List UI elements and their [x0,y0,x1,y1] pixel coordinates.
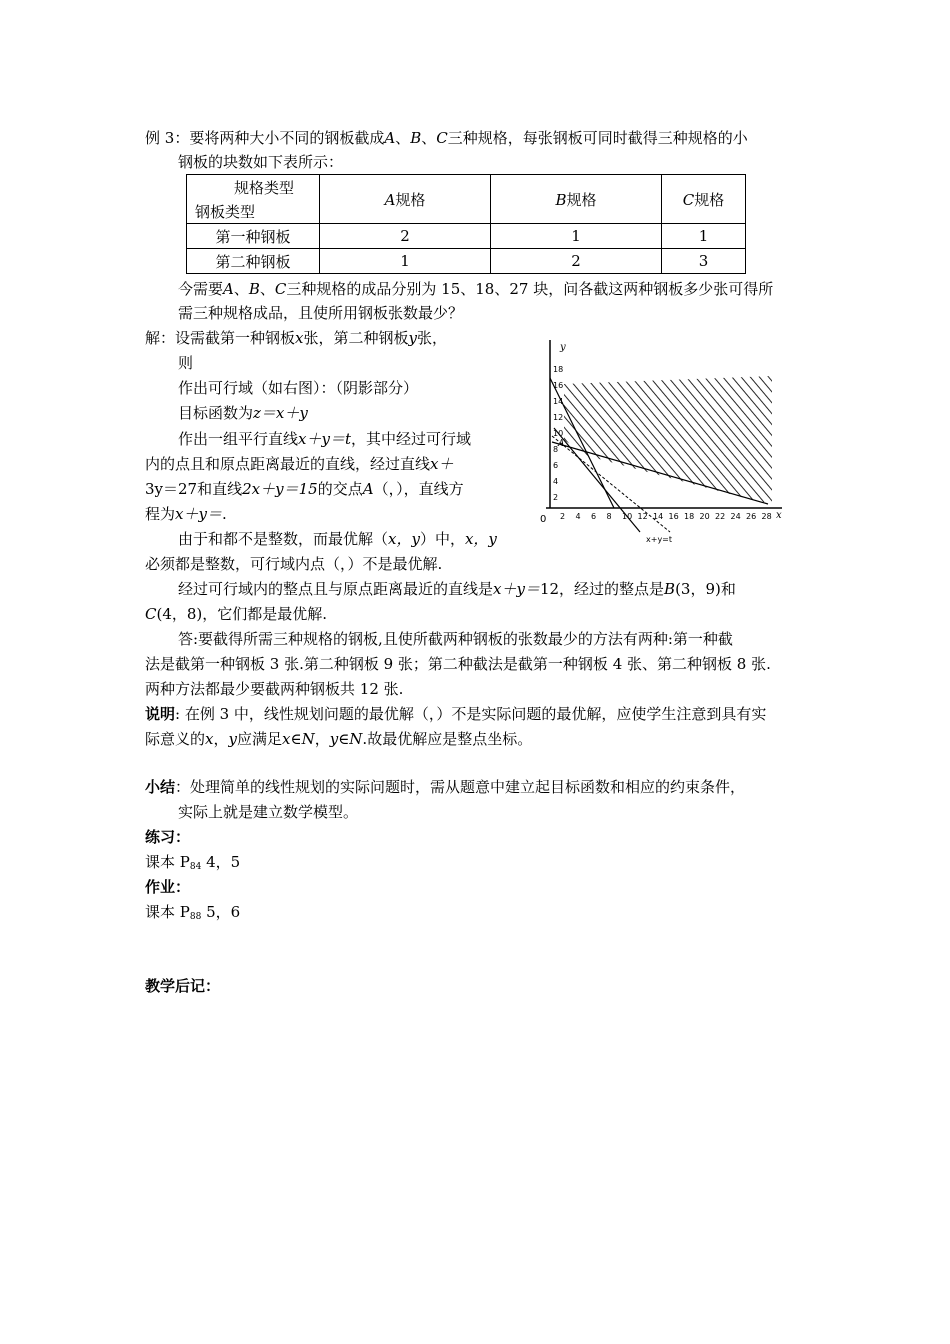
col-a-header [320,175,491,224]
shaded-region [564,376,772,502]
formula: x＋y＝ [493,580,540,598]
table-header-row [187,175,746,224]
text: 张，第二种钢板 [303,329,409,347]
solution-line2: 则 [178,354,194,372]
text: 课本 P [145,853,190,871]
corner-bottom-label: 钢板类型 [195,203,256,221]
text: 、 [395,129,411,147]
col-c-header [662,175,746,224]
col-suffix: 规格 [395,190,426,209]
solution-line5 [178,428,471,450]
y-tick-label: 4 [553,477,559,486]
text: 经过可行域内的整点且与原点距离最近的直线是 [178,580,494,598]
cell-b: 1 [491,224,662,249]
solution-line10: 必须都是整数，可行域内点（，）不是最优解. [145,555,443,573]
text: 、 [259,280,275,298]
x-tick-label: 12 [637,512,648,521]
var-y: y [228,730,237,748]
y-tick-label: 10 [553,429,564,438]
cell-c: 1 [662,224,746,249]
text: 三种规格，每张钢板可同时截得三种规格的小 [447,129,748,147]
var-a: A [223,280,234,298]
text: 12，经过的整点是 [539,580,665,598]
solution-line11 [178,578,736,600]
corner-top-label: 规格类型 [234,179,295,197]
text: 张， [417,329,448,347]
row-name: 第二种钢板 [187,249,320,274]
text: . [221,505,227,523]
text: 4，5 [201,853,241,871]
col-b-header [491,175,662,224]
text: 作出一组平行直线 [178,430,299,448]
cell-a: 1 [320,249,491,274]
x-axis-ticks [560,512,772,521]
text: : 在例 3 中，线性规划问题的最优解（，）不是实际问题的最优解，应使学生注意到具有实 [175,705,767,723]
text: 三种规格的成品分别为 15、18、27 块，问各截这两种钢板多少张可得所 [286,280,774,298]
formula: x∈N [282,730,315,748]
summary-line2: 实际上就是建立数学模型。 [178,803,359,821]
text: 的交点 [317,480,363,498]
solution-line6 [145,453,453,475]
point-c: C [145,605,157,623]
text: 内的点且和原点距离最近的直线，经过直线 [145,455,431,473]
x-tick-label: 24 [730,512,741,521]
y-tick-label: 8 [553,445,559,454]
table-row [187,249,746,274]
x-axis-label: x [776,510,782,521]
page-subscript: 84 [189,862,202,872]
solution-line7 [145,478,464,500]
formula: 3y＝27 [145,480,198,498]
origin-label: 0 [540,514,547,525]
y-tick-label: 18 [553,365,564,374]
x-tick-label: 2 [560,512,566,521]
text: 目标函数为 [178,404,254,422]
text: ）中， [419,530,465,548]
text: 际意义的 [145,730,206,748]
cell-b: 2 [491,249,662,274]
text: ， [213,730,229,748]
solution-label: 解： [145,329,176,347]
problem-line2: 需三种规格成品，且使所用钢板张数最少？ [178,304,464,322]
table-row [187,224,746,249]
x-tick-label: 4 [575,512,581,521]
solution-line9 [178,528,497,550]
point-b: B [664,580,676,598]
point-a-label: A [558,439,565,449]
text: 由于和都不是整数，而最优解（ [178,530,389,548]
formula: y∈N [329,730,363,748]
row-name: 第一种钢板 [187,224,320,249]
solution-line12 [145,603,327,625]
answer-line3: 两种方法都最少要截两种钢板共 12 张. [145,680,404,698]
x-tick-label: 10 [622,512,633,521]
text: 、 [233,280,249,298]
x-tick-label: 6 [591,512,597,521]
y-tick-label: 16 [553,381,564,390]
formula: x，y [388,530,420,548]
text: ，其中经过可行域 [350,430,471,448]
formula: x＋ [430,455,454,473]
note-label: 说明 [145,705,176,723]
point-a: A [362,480,374,498]
text: 今需要 [178,280,224,298]
var-c: C [274,280,287,298]
text: 和直线 [197,480,243,498]
formula: x，y [464,530,497,548]
example-label: 例 3 [145,129,175,147]
note-line1 [145,703,766,725]
answer-line1: 答:要截得所需三种规格的钢板,且使所截两种钢板的张数最少的方法有两种:第一种截 [178,630,733,648]
col-letter: A [384,190,396,209]
practice-text [145,851,240,878]
x-tick-label: 26 [746,512,757,521]
solution-line3: 作出可行域（如右图）：（阴影部分） [178,379,419,397]
solution-line1 [145,327,447,349]
var-x: x [295,329,304,347]
x-tick-label: 14 [653,512,664,521]
cell-c: 3 [662,249,746,274]
y-axis-label: y [560,342,566,353]
formula: x＋y＝t [298,430,351,448]
var-y: y [408,329,417,347]
text: 课本 P [145,903,190,921]
formula: 2x＋y＝15 [242,480,318,498]
col-suffix: 规格 [694,190,725,209]
text: ：要将两种大小不同的钢板截成 [174,129,385,147]
feasible-region-figure [520,332,788,548]
text: ， [314,730,330,748]
col-letter: C [682,190,695,209]
problem-line1 [178,278,773,300]
col-letter: B [555,190,567,209]
col-suffix: 规格 [566,190,597,209]
x-tick-label: 18 [684,512,695,521]
page-subscript: 88 [189,912,202,922]
text: .故最优解应是整点坐标。 [362,730,533,748]
corner-cell [187,175,320,224]
example-intro-line2: 钢板的块数如下表所示： [178,153,344,171]
summary-line1 [145,776,745,798]
text: 、 [421,129,437,147]
text: 应满足 [236,730,282,748]
text: 5，6 [201,903,241,921]
text: （，），直线方 [373,480,464,498]
text: (4，8)，它们都是最优解. [156,605,328,623]
practice-label: 练习： [145,828,191,846]
text: (3，9)和 [675,580,736,598]
text: 设需截第一种钢板 [175,329,296,347]
x-tick-label: 22 [715,512,726,521]
var-b: B [410,129,422,147]
x-tick-label: 28 [761,512,772,521]
example-intro-line1 [145,127,748,149]
note-line2 [145,728,532,750]
y-tick-label: 2 [553,493,559,502]
var-x: x [205,730,214,748]
formula: x＋y＝ [175,505,222,523]
afterword-label: 教学后记： [145,977,221,995]
x-tick-label: 8 [606,512,612,521]
y-tick-label: 14 [553,397,564,406]
text: ：处理简单的线性规划的实际问题时，需从题意中建立起目标函数和相应的约束条件， [175,778,746,796]
x-tick-label: 16 [668,512,679,521]
cell-a: 2 [320,224,491,249]
homework-label: 作业： [145,878,191,896]
parallel-line-label: x+y=t [646,535,673,544]
steel-spec-table [186,174,746,274]
solution-line8 [145,503,227,525]
solution-line4 [178,402,308,424]
y-tick-label: 6 [553,461,559,470]
answer-line2: 法是截第一种钢板 3 张.第二种钢板 9 张；第二种截法是截第一种钢板 4 张、第二种钢板 8 张. [145,655,771,673]
var-b: B [248,280,260,298]
var-c: C [436,129,448,147]
summary-label: 小结 [145,778,176,796]
y-tick-label: 12 [553,413,564,422]
objective-function: z＝x＋y [253,404,308,422]
x-tick-label: 20 [699,512,710,521]
y-axis-ticks [553,365,563,502]
homework-text [145,901,240,928]
var-a: A [384,129,396,147]
text: 程为 [145,505,176,523]
